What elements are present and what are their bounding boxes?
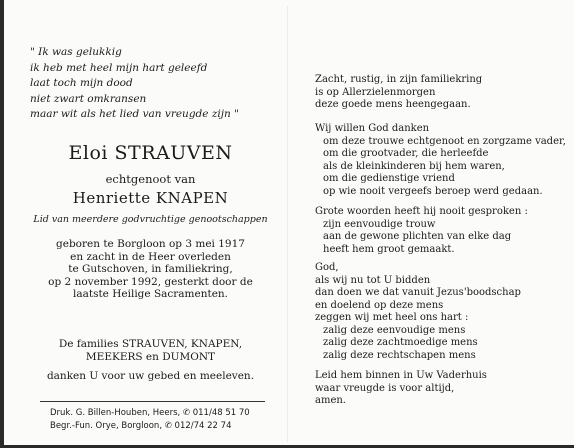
stanza-line: en doelend op deze mens [315,299,444,311]
families-line: MEEKERS en DUMONT [85,350,216,363]
opening-poem [30,45,239,123]
printer-line: Druk. G. Billen-Houben, Heers, ✆ 011/48 51 70 [50,408,250,418]
stanza-3 [315,206,528,256]
bio-line: te Gutschoven, in familiekring, [68,263,233,275]
funeral-home-line: Begr.-Fun. Orye, Borgloon, ✆ 012/74 22 74 [50,421,232,431]
stanza-line: is op Allerzielenmorgen [315,86,436,98]
membership-text: Lid van meerdere godvruchtige genootschappen [33,214,268,225]
stanza-line: dan doen we dat vanuit Jezus'boodschap [315,287,521,298]
bio-line: laatste Heilige Sacramenten. [72,288,229,300]
bio-line: en zacht in de Heer overleden [70,250,231,263]
card-edge [0,0,4,448]
stanza-line: als wij nu tot U bidden [315,274,431,286]
stanza-2 [315,123,566,198]
stanza-1 [315,74,482,112]
stanza-line: zeggen wij met heel ons hart : [315,312,469,323]
stanza-lead: Wij willen God danken [315,123,430,134]
stanza-line: om die grootvader, die herleefde [323,148,489,159]
beatitude-line: zalig deze rechtschapen mens [323,349,476,361]
families [28,338,273,363]
stanza-line: om deze trouwe echtgenoot en zorgzame vader, [323,135,566,147]
divider [40,401,265,402]
stanza-lead: Grote woorden heeft hij nooit gesproken : [315,206,528,217]
beatitude-line: zalig deze eenvoudige mens [323,324,466,336]
printer-info [50,407,250,433]
stanza-line: Zacht, rustig, in zijn familiekring [315,74,483,85]
closing-line: amen. [315,395,346,406]
closing-prayer [315,370,487,408]
bio-line: geboren te Borgloon op 3 mei 1917 [56,238,245,250]
bio-line: op 2 november 1992, gesterkt door de [48,275,253,288]
poem-line: " Ik was gelukkig [30,46,122,58]
stanza-4 [315,262,521,362]
stanza-line: aan de gewone plichten van elke dag [323,231,512,242]
deceased-last-name: STRAUVEN [114,142,233,164]
fold-line [287,6,288,442]
closing-line: Leid hem binnen in Uw Vaderhuis [315,370,487,381]
relation-text: echtgenoot van [105,172,196,186]
spouse-name [28,189,273,207]
families-line: De families STRAUVEN, KNAPEN, [58,338,243,350]
deceased-first-name: Eloi [68,142,108,164]
thanks-text: danken U voor uw gebed en meeleven. [46,370,255,382]
poem-line: ik heb met heel mijn hart geleefd [30,61,208,74]
poem-line: laat toch mijn dood [30,77,133,89]
deceased-name [28,142,273,164]
stanza-line: zijn eenvoudige trouw [323,218,436,230]
stanza-line: op wie nooit vergeefs beroep werd gedaan. [323,185,543,197]
stanza-line: deze goede mens heengegaan. [315,99,471,110]
spouse-first-name: Henriette [72,189,151,207]
stanza-line: heeft hem groot gemaakt. [323,243,455,255]
stanza-line: God, [315,262,339,273]
closing-line: waar vreugde is voor altijd, [315,382,455,394]
biography [28,238,273,301]
beatitude-line: zalig deze zachtmoedige mens [323,337,478,348]
stanza-line: om die gedienstige vriend [323,173,455,184]
spouse-last-name: KNAPEN [155,189,229,207]
poem-line: maar wit als het lied van vreugde zijn " [30,108,239,120]
poem-line: niet zwart omkransen [30,92,147,105]
stanza-line: als de kleinkinderen bij hem waren, [323,160,505,172]
